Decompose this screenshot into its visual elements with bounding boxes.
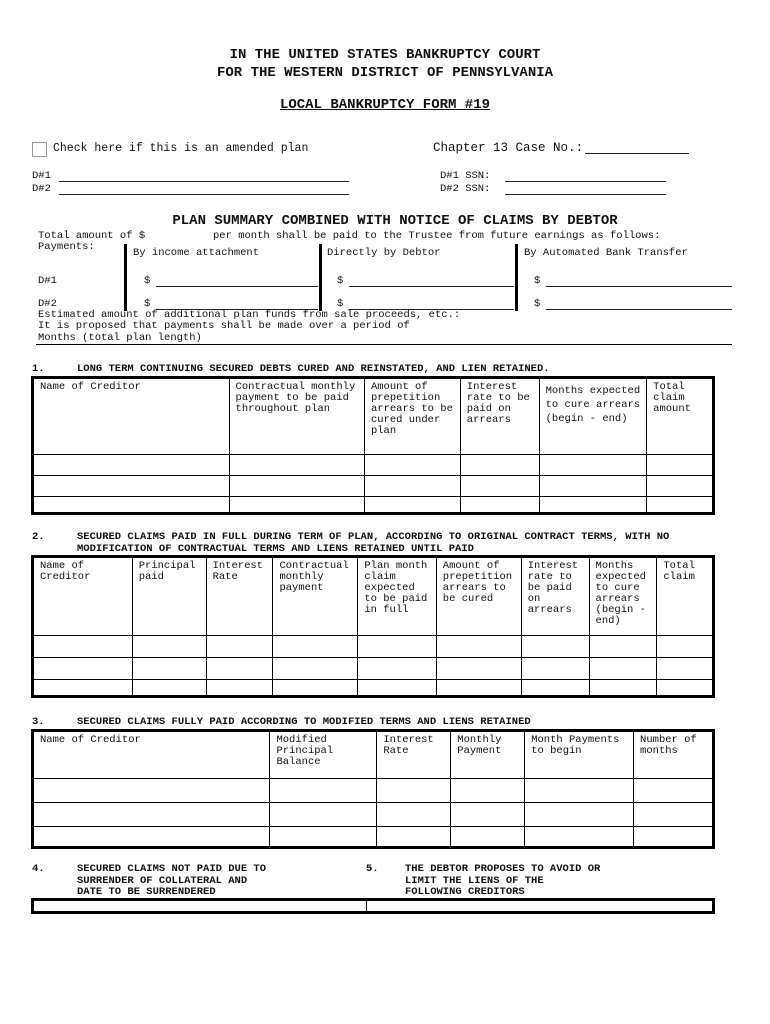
table-row[interactable] bbox=[33, 497, 714, 514]
table-cell[interactable] bbox=[33, 455, 230, 476]
table-cell[interactable] bbox=[229, 476, 364, 497]
bank-transfer-header: By Automated Bank Transfer bbox=[524, 247, 688, 259]
debtor1-name-field[interactable] bbox=[59, 181, 349, 182]
d2-bank-transfer-field[interactable] bbox=[546, 309, 732, 310]
estimated-funds-label: Estimated amount of additional plan funds from sale proceeds, etc.: bbox=[38, 309, 461, 321]
column-header: Name of Creditor bbox=[33, 378, 230, 455]
table-row[interactable] bbox=[33, 455, 714, 476]
table-cell[interactable] bbox=[358, 636, 436, 658]
summary-divider bbox=[36, 344, 732, 345]
table-cell[interactable] bbox=[33, 803, 270, 827]
table-cell[interactable] bbox=[525, 779, 634, 803]
debtor2-ssn-label: D#2 SSN: bbox=[440, 183, 491, 195]
column-header: Total claim amount bbox=[647, 378, 714, 455]
table-cell[interactable] bbox=[460, 497, 539, 514]
debtor1-label: D#1 bbox=[32, 170, 51, 182]
table-cell[interactable] bbox=[647, 497, 714, 514]
table-cell[interactable] bbox=[364, 476, 460, 497]
section3-table bbox=[31, 729, 715, 849]
table-header-row bbox=[33, 557, 714, 636]
table-cell[interactable] bbox=[206, 680, 273, 697]
avoided-liens-cell[interactable] bbox=[366, 900, 713, 913]
sections-4-5-table bbox=[31, 898, 715, 914]
table-cell[interactable] bbox=[358, 680, 436, 697]
table-cell[interactable] bbox=[525, 803, 634, 827]
table-cell[interactable] bbox=[451, 779, 525, 803]
column-header: Contractual monthly payment to be paid throughout plan bbox=[229, 378, 364, 455]
table-cell[interactable] bbox=[634, 803, 714, 827]
table-cell[interactable] bbox=[364, 497, 460, 514]
table-cell[interactable] bbox=[460, 455, 539, 476]
debtor2-label: D#2 bbox=[32, 183, 51, 195]
section4-title-line2: SURRENDER OF COLLATERAL AND bbox=[77, 875, 248, 887]
table-row[interactable] bbox=[33, 803, 714, 827]
table-cell[interactable] bbox=[634, 779, 714, 803]
table-cell[interactable] bbox=[270, 779, 377, 803]
table-cell[interactable] bbox=[270, 827, 377, 848]
section3-number: 3. bbox=[32, 716, 45, 728]
table-cell[interactable] bbox=[33, 779, 270, 803]
table-cell[interactable] bbox=[270, 803, 377, 827]
table-cell[interactable] bbox=[451, 803, 525, 827]
income-attachment-header: By income attachment bbox=[133, 247, 260, 259]
column-header: Monthly Payment bbox=[451, 731, 525, 779]
table-cell[interactable] bbox=[539, 476, 647, 497]
column-header: Contractual monthly payment bbox=[273, 557, 358, 636]
table-cell[interactable] bbox=[33, 636, 133, 658]
column-header: Interest Rate bbox=[206, 557, 273, 636]
table-row[interactable] bbox=[33, 900, 714, 913]
section1-number: 1. bbox=[32, 363, 45, 375]
column-header: Number of months bbox=[634, 731, 714, 779]
table-cell[interactable] bbox=[647, 476, 714, 497]
table-cell[interactable] bbox=[460, 476, 539, 497]
table-cell[interactable] bbox=[521, 658, 589, 680]
directly-by-debtor-header: Directly by Debtor bbox=[327, 247, 441, 259]
amended-plan-checkbox[interactable] bbox=[32, 142, 47, 157]
debtor2-name-field[interactable] bbox=[59, 194, 349, 195]
table-row[interactable] bbox=[33, 779, 714, 803]
table-cell[interactable] bbox=[273, 680, 358, 697]
amended-plan-label: Check here if this is an amended plan bbox=[53, 142, 309, 155]
debtor2-ssn-field[interactable] bbox=[505, 194, 666, 195]
dollar-sign: $ bbox=[144, 298, 151, 310]
table-cell[interactable] bbox=[377, 779, 451, 803]
case-number-label: Chapter 13 Case No.: bbox=[433, 141, 584, 155]
dollar-sign: $ bbox=[144, 275, 151, 287]
column-header: Interest rate to be paid on arrears bbox=[460, 378, 539, 455]
section3-title: SECURED CLAIMS FULLY PAID ACCORDING TO MODIFIED TERMS AND LIENS RETAINED bbox=[77, 716, 531, 728]
table-cell[interactable] bbox=[33, 680, 133, 697]
table-cell[interactable] bbox=[229, 497, 364, 514]
form-title: LOCAL BANKRUPTCY FORM #19 bbox=[279, 97, 491, 113]
table-cell[interactable] bbox=[539, 455, 647, 476]
table-cell[interactable] bbox=[132, 636, 206, 658]
table-cell[interactable] bbox=[634, 827, 714, 848]
table-cell[interactable] bbox=[206, 636, 273, 658]
table-cell[interactable] bbox=[521, 636, 589, 658]
dollar-sign: $ bbox=[534, 275, 541, 287]
plan-length-label: Months (total plan length) bbox=[38, 332, 202, 344]
plan-period-label: It is proposed that payments shall be made over a period of bbox=[38, 320, 410, 332]
table-cell[interactable] bbox=[377, 827, 451, 848]
column-header: Principal paid bbox=[132, 557, 206, 636]
table-cell[interactable] bbox=[521, 680, 589, 697]
debtor1-ssn-field[interactable] bbox=[505, 181, 666, 182]
case-number-field[interactable] bbox=[585, 153, 689, 154]
section1-table bbox=[31, 376, 715, 515]
table-cell[interactable] bbox=[33, 497, 230, 514]
section4-title-line1: SECURED CLAIMS NOT PAID DUE TO bbox=[77, 863, 267, 875]
section2-table bbox=[31, 555, 715, 698]
table-header-row bbox=[33, 731, 714, 779]
table-cell[interactable] bbox=[539, 497, 647, 514]
table-row[interactable] bbox=[33, 476, 714, 497]
debtor1-ssn-label: D#1 SSN: bbox=[440, 170, 491, 182]
section5-title-line2: LIMIT THE LIENS OF THE bbox=[405, 875, 544, 887]
table-cell[interactable] bbox=[33, 476, 230, 497]
dollar-sign: $ bbox=[534, 298, 541, 310]
table-cell[interactable] bbox=[436, 658, 521, 680]
section2-number: 2. bbox=[32, 531, 45, 543]
section5-number: 5. bbox=[366, 863, 379, 875]
table-cell[interactable] bbox=[206, 658, 273, 680]
section4-title-line3: DATE TO BE SURRENDERED bbox=[77, 886, 216, 898]
payments-divider-1 bbox=[124, 244, 127, 311]
table-cell[interactable] bbox=[377, 803, 451, 827]
table-cell[interactable] bbox=[364, 455, 460, 476]
court-district: FOR THE WESTERN DISTRICT OF PENNSYLVANIA bbox=[216, 65, 554, 81]
column-header: Interest Rate bbox=[377, 731, 451, 779]
table-header-row bbox=[33, 378, 714, 455]
column-header: Months expected to cure arrears (begin - end) bbox=[589, 557, 657, 636]
table-cell[interactable] bbox=[33, 827, 270, 848]
column-header: Month Payments to begin bbox=[525, 731, 634, 779]
column-header: Interest rate to be paid on arrears bbox=[521, 557, 589, 636]
column-header: Months expected to cure arrears (begin - end) bbox=[539, 378, 647, 455]
section5-title-line3: FOLLOWING CREDITORS bbox=[405, 886, 525, 898]
dollar-sign: $ bbox=[337, 275, 344, 287]
column-header: Modified Principal Balance bbox=[270, 731, 377, 779]
column-header: Amount of prepetition arrears to be cured bbox=[436, 557, 521, 636]
table-cell[interactable] bbox=[229, 455, 364, 476]
column-header: Total claim bbox=[657, 557, 714, 636]
section2-title-line1: SECURED CLAIMS PAID IN FULL DURING TERM OF PLAN, ACCORDING TO ORIGINAL CONTRACT TERMS, WITH NO bbox=[77, 531, 670, 543]
column-header: Name of Creditor bbox=[33, 557, 133, 636]
table-cell[interactable] bbox=[273, 636, 358, 658]
d1-bank-transfer-field[interactable] bbox=[546, 286, 732, 287]
section5-title-line1: THE DEBTOR PROPOSES TO AVOID OR bbox=[405, 863, 601, 875]
table-cell[interactable] bbox=[647, 455, 714, 476]
d1-direct-field[interactable] bbox=[349, 286, 514, 287]
table-cell[interactable] bbox=[273, 658, 358, 680]
table-row[interactable] bbox=[33, 658, 714, 680]
table-cell[interactable] bbox=[33, 658, 133, 680]
section1-title: LONG TERM CONTINUING SECURED DEBTS CURED AND REINSTATED, AND LIEN RETAINED. bbox=[77, 363, 550, 375]
table-cell[interactable] bbox=[589, 636, 657, 658]
table-cell[interactable] bbox=[589, 658, 657, 680]
payments-divider-2 bbox=[319, 244, 322, 311]
payments-divider-3 bbox=[515, 244, 518, 311]
section4-number: 4. bbox=[32, 863, 45, 875]
table-cell[interactable] bbox=[657, 658, 714, 680]
per-month-text: per month shall be paid to the Trustee from future earnings as follows: bbox=[213, 230, 661, 242]
table-row[interactable] bbox=[33, 680, 714, 697]
table-cell[interactable] bbox=[589, 680, 657, 697]
payment-row-d1-label: D#1 bbox=[38, 275, 57, 287]
surrendered-collateral-cell[interactable] bbox=[33, 900, 367, 913]
section2-title-line2: MODIFICATION OF CONTRACTUAL TERMS AND LIENS RETAINED UNTIL PAID bbox=[77, 543, 474, 555]
d1-income-attachment-field[interactable] bbox=[156, 286, 318, 287]
table-cell[interactable] bbox=[657, 680, 714, 697]
column-header: Amount of prepetition arrears to be cured under plan bbox=[364, 378, 460, 455]
payments-label: Payments: bbox=[38, 241, 95, 253]
column-header: Plan month claim expected to be paid in full bbox=[358, 557, 436, 636]
total-amount-label: Total amount of $ bbox=[38, 230, 146, 242]
table-row[interactable] bbox=[33, 827, 714, 848]
table-cell[interactable] bbox=[451, 827, 525, 848]
table-cell[interactable] bbox=[657, 636, 714, 658]
table-cell[interactable] bbox=[436, 636, 521, 658]
plan-summary-title: PLAN SUMMARY COMBINED WITH NOTICE OF CLAIMS BY DEBTOR bbox=[172, 213, 618, 229]
table-cell[interactable] bbox=[132, 680, 206, 697]
table-cell[interactable] bbox=[436, 680, 521, 697]
table-cell[interactable] bbox=[132, 658, 206, 680]
column-header: Name of Creditor bbox=[33, 731, 270, 779]
table-row[interactable] bbox=[33, 636, 714, 658]
table-cell[interactable] bbox=[525, 827, 634, 848]
payment-row-d2-label: D#2 bbox=[38, 298, 57, 310]
court-name: IN THE UNITED STATES BANKRUPTCY COURT bbox=[229, 47, 541, 63]
dollar-sign: $ bbox=[337, 298, 344, 310]
table-cell[interactable] bbox=[358, 658, 436, 680]
